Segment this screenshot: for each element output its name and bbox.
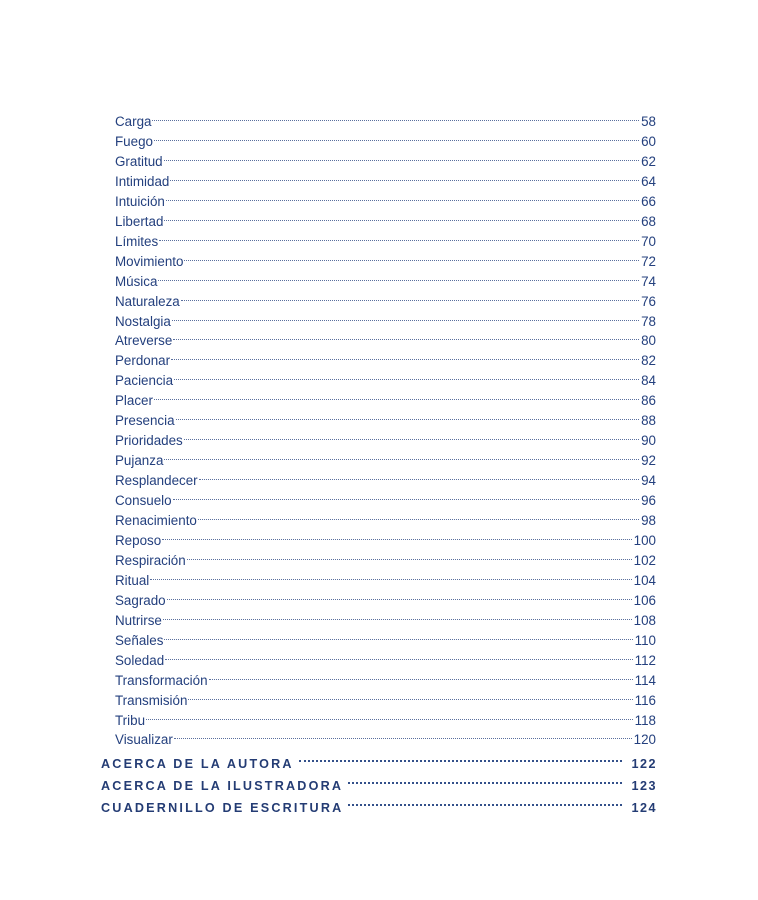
toc-entry[interactable]	[115, 505, 656, 528]
toc-leader-dots	[181, 286, 640, 306]
toc-leader-dots	[344, 790, 630, 812]
toc-entry-page-number: 86	[641, 393, 656, 409]
toc-entry-label: Soledad	[115, 652, 165, 668]
toc-entry-label: Transmisión	[115, 692, 188, 708]
toc-entry[interactable]	[115, 345, 656, 369]
toc-leader-dots	[187, 545, 633, 565]
toc-section-label: ACERCA DE LA ILUSTRADORA	[101, 779, 344, 793]
toc-entry-label: Perdonar	[115, 353, 171, 369]
toc-entry-page-number: 88	[641, 413, 656, 429]
toc-entry-page-number: 102	[633, 552, 656, 568]
toc-entry[interactable]	[115, 705, 656, 728]
toc-entry[interactable]	[115, 724, 656, 748]
toc-entry-page-number: 106	[633, 592, 656, 608]
toc-entry-label: Renacimiento	[115, 513, 197, 528]
toc-entry-label: Ritual	[115, 572, 150, 588]
toc-entry[interactable]	[115, 605, 656, 628]
toc-entry[interactable]	[115, 146, 656, 169]
toc-entry-label: Intimidad	[115, 173, 170, 189]
toc-entry[interactable]	[115, 425, 656, 449]
toc-entry-page-number: 78	[641, 313, 656, 329]
toc-entry[interactable]	[115, 306, 656, 329]
toc-entry[interactable]	[115, 126, 656, 149]
toc-entry[interactable]	[115, 365, 656, 389]
toc-leader-dots	[198, 505, 640, 525]
toc-leader-dots	[167, 585, 633, 605]
toc-entry-page-number: 118	[634, 712, 656, 728]
toc-entry-label: Transformación	[115, 672, 208, 688]
toc-leader-dots	[164, 146, 640, 166]
toc-entry-label: Prioridades	[115, 433, 183, 449]
toc-entry[interactable]	[115, 286, 656, 309]
toc-leader-dots	[150, 565, 632, 585]
toc-entry-page-number: 76	[641, 293, 656, 309]
toc-leader-dots	[199, 465, 640, 485]
toc-leader-dots	[295, 746, 631, 768]
toc-entry-label: Límites	[115, 233, 159, 249]
toc-entry-page-number: 72	[641, 253, 656, 269]
toc-leader-dots	[184, 425, 640, 445]
toc-entry-page-number: 70	[641, 233, 656, 249]
toc-entry-label: Música	[115, 273, 158, 289]
toc-entry-page-number: 64	[641, 173, 656, 189]
toc-leader-dots	[209, 665, 634, 685]
toc-entry[interactable]	[115, 385, 656, 409]
toc-leader-dots	[173, 485, 641, 505]
toc-entry-page-number: 104	[633, 572, 656, 588]
toc-entry[interactable]	[115, 445, 656, 469]
toc-entry-page-number: 90	[641, 433, 656, 449]
toc-entry-label: Señales	[115, 632, 164, 648]
toc-entry-label: Placer	[115, 393, 153, 409]
toc-entry-page-number: 66	[641, 193, 656, 209]
toc-section[interactable]	[101, 790, 657, 815]
toc-entry-label: Movimiento	[115, 253, 184, 269]
toc-entry-label: Resplandecer	[115, 473, 198, 489]
toc-entry[interactable]	[115, 665, 656, 688]
toc-entry-page-number: 94	[641, 473, 656, 489]
toc-entry-page-number: 58	[641, 114, 656, 129]
toc-entry-page-number: 92	[641, 453, 656, 469]
toc-entry-page-number: 108	[633, 612, 656, 628]
toc-entry[interactable]	[115, 325, 656, 349]
toc-entry[interactable]	[115, 106, 656, 129]
toc-entry[interactable]	[115, 485, 656, 509]
toc-section[interactable]	[101, 746, 657, 771]
toc-entry[interactable]	[115, 206, 656, 229]
toc-leader-dots	[164, 625, 633, 645]
toc-entry-page-number: 74	[641, 273, 656, 289]
toc-section-page-number: 122	[631, 757, 657, 771]
toc-leader-dots	[154, 126, 640, 146]
toc-entry-label: Libertad	[115, 213, 164, 229]
toc-entry-label: Presencia	[115, 413, 175, 429]
toc-leader-dots	[154, 385, 640, 405]
toc-section-page-number: 124	[631, 801, 657, 815]
toc-leader-dots	[176, 405, 641, 425]
toc-entry[interactable]	[115, 246, 656, 269]
toc-entry[interactable]	[115, 465, 656, 489]
toc-entry-page-number: 84	[641, 373, 656, 389]
toc-entry-label: Pujanza	[115, 453, 164, 469]
toc-entry-label: Nostalgia	[115, 313, 171, 329]
toc-entry[interactable]	[115, 226, 656, 249]
toc-entry-label: Fuego	[115, 133, 153, 149]
toc-entry[interactable]	[115, 565, 656, 588]
toc-entry[interactable]	[115, 585, 656, 608]
toc-entry-page-number: 68	[641, 213, 656, 229]
toc-entry-page-number: 110	[634, 632, 656, 648]
toc-entry-label: Paciencia	[115, 373, 174, 389]
toc-entry[interactable]	[115, 625, 656, 648]
toc-leader-dots	[174, 365, 640, 385]
toc-entry-page-number: 80	[641, 333, 656, 349]
toc-entry-label: Visualizar	[115, 732, 173, 748]
toc-entry-label: Gratitud	[115, 153, 163, 169]
toc-entry-label: Carga	[115, 114, 152, 129]
toc-leader-dots	[184, 246, 640, 266]
toc-leader-dots	[163, 605, 633, 625]
toc-leader-dots	[173, 325, 640, 345]
toc-leader-dots	[165, 645, 633, 665]
toc-entry-label: Consuelo	[115, 493, 172, 509]
toc-section-page-number: 123	[631, 779, 657, 793]
toc-leader-dots	[344, 768, 630, 790]
toc-entry[interactable]	[115, 525, 656, 548]
toc-leader-dots	[188, 685, 633, 705]
toc-entry-label: Reposo	[115, 532, 162, 548]
toc-leader-dots	[146, 705, 634, 725]
toc-entry-label: Tribu	[115, 712, 146, 728]
toc-entry-label: Atreverse	[115, 333, 173, 349]
toc-leader-dots	[164, 445, 640, 465]
toc-entry-label: Intuición	[115, 193, 165, 209]
toc-entry[interactable]	[115, 645, 656, 668]
toc-leader-dots	[166, 186, 640, 206]
toc-section-label: CUADERNILLO DE ESCRITURA	[101, 801, 344, 815]
toc-entry-page-number: 112	[634, 652, 656, 668]
toc-entry[interactable]	[115, 545, 656, 568]
toc-leader-dots	[172, 306, 640, 326]
toc-leader-dots	[170, 166, 640, 186]
toc-entry[interactable]	[115, 186, 656, 209]
toc-entry-page-number: 120	[633, 732, 656, 748]
toc-entry-label: Sagrado	[115, 592, 166, 608]
toc-entry-label: Naturaleza	[115, 293, 180, 309]
toc-entry-page-number: 100	[633, 532, 656, 548]
toc-entry[interactable]	[115, 405, 656, 429]
toc-section-label: ACERCA DE LA AUTORA	[101, 757, 294, 771]
toc-entry-page-number: 96	[641, 493, 656, 509]
toc-entry[interactable]	[115, 166, 656, 189]
toc-entry-label: Respiración	[115, 552, 186, 568]
toc-leader-dots	[164, 206, 640, 226]
toc-leader-dots	[152, 106, 640, 126]
toc-entry-page-number: 114	[634, 672, 656, 688]
toc-entry-label: Nutrirse	[115, 612, 162, 628]
toc-section[interactable]	[101, 768, 657, 793]
toc-leader-dots	[171, 345, 640, 365]
toc-entry-page-number: 62	[641, 153, 656, 169]
toc-leader-dots	[158, 266, 640, 286]
toc-entry-page-number: 116	[634, 692, 656, 708]
toc-entry[interactable]	[115, 266, 656, 289]
toc-leader-dots	[159, 226, 640, 246]
toc-entry-page-number: 98	[641, 513, 656, 528]
toc-leader-dots	[162, 525, 633, 545]
toc-entry-page-number: 82	[641, 353, 656, 369]
toc-entry-page-number: 60	[641, 133, 656, 149]
toc-entry[interactable]	[115, 685, 656, 708]
toc-leader-dots	[174, 724, 633, 744]
